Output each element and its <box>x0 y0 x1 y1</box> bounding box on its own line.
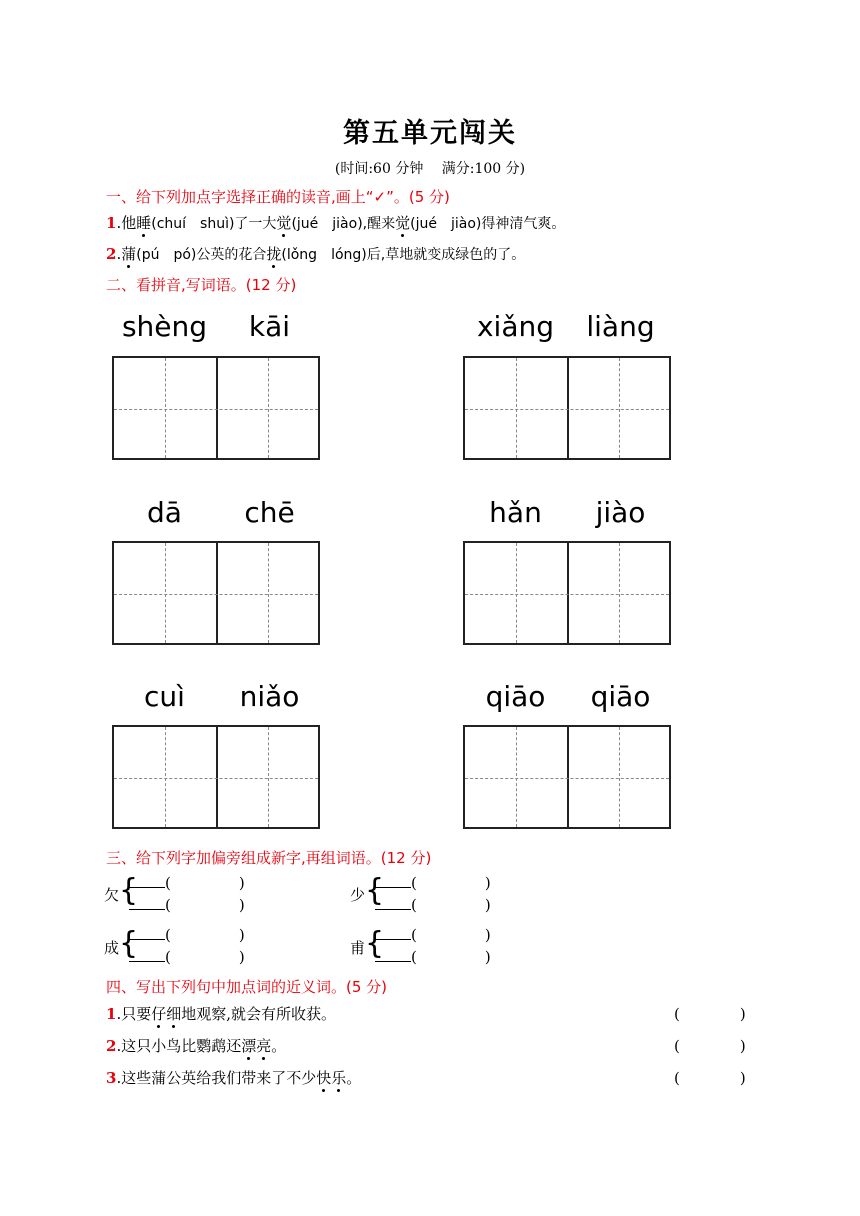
answer-paren[interactable]: ( ) <box>674 1069 746 1087</box>
writing-grid[interactable] <box>112 541 320 645</box>
pinyin: jiào <box>595 496 646 529</box>
dotted-word: 仔细 <box>151 1005 182 1023</box>
writing-grid[interactable] <box>463 356 671 460</box>
pinyin: dā <box>147 496 182 529</box>
pinyin: liàng <box>586 310 655 343</box>
base-char: 欠 <box>104 886 120 904</box>
base-char: 甫 <box>350 939 366 957</box>
page-subtitle: (时间:60 分钟 满分:100 分) <box>334 161 526 177</box>
section-4-heading: 四、写出下列句中加点词的近义词。(5 分) <box>106 978 388 996</box>
answer-line[interactable]: ( ) <box>129 926 245 944</box>
question-1-1: 1.他睡(chuí shuì)了一大觉(jué jiào),醒来觉(jué jiào)得神清气爽。 <box>106 214 566 232</box>
answer-line[interactable]: ( ) <box>375 926 491 944</box>
brace: { <box>365 873 385 908</box>
base-char: 少 <box>350 886 366 904</box>
brace: { <box>119 873 139 908</box>
writing-grid[interactable] <box>463 725 671 829</box>
page-title: 第五单元闯关 <box>343 118 517 149</box>
section-1-heading: 一、给下列加点字选择正确的读音,画上“✓”。(5 分) <box>106 188 450 206</box>
base-char: 成 <box>104 939 120 957</box>
writing-grid[interactable] <box>112 725 320 829</box>
question-4-2: 2.这只小鸟比鹦鹉还漂亮。 <box>106 1037 287 1055</box>
pinyin: qiāo <box>485 680 546 713</box>
answer-line[interactable]: ( ) <box>129 948 245 966</box>
question-4-3: 3.这些蒲公英给我们带来了不少快乐。 <box>106 1069 362 1087</box>
pinyin: kāi <box>248 310 291 343</box>
answer-paren[interactable]: ( ) <box>674 1037 746 1055</box>
pinyin: niǎo <box>239 680 300 713</box>
pinyin: shèng <box>121 310 208 343</box>
pinyin: cuì <box>144 680 185 713</box>
answer-line[interactable]: ( ) <box>375 896 491 914</box>
section-2-heading: 二、看拼音,写词语。(12 分) <box>106 276 297 294</box>
answer-paren[interactable]: ( ) <box>674 1005 746 1023</box>
pinyin: hǎn <box>489 496 542 529</box>
question-1-2: 2.蒲(pú pó)公英的花合拢(lǒng lóng)后,草地就变成绿色的了。 <box>106 245 526 263</box>
writing-grid[interactable] <box>112 356 320 460</box>
answer-line[interactable]: ( ) <box>129 896 245 914</box>
question-4-1: 1.只要仔细地观察,就会有所收获。 <box>106 1005 337 1023</box>
pinyin: xiǎng <box>476 310 555 343</box>
answer-line[interactable]: ( ) <box>129 874 245 892</box>
writing-grid[interactable] <box>463 541 671 645</box>
section-3-heading: 三、给下列字加偏旁组成新字,再组词语。(12 分) <box>106 849 432 867</box>
brace: { <box>119 926 139 961</box>
answer-line[interactable]: ( ) <box>375 874 491 892</box>
brace: { <box>365 926 385 961</box>
answer-line[interactable]: ( ) <box>375 948 491 966</box>
pinyin: qiāo <box>590 680 651 713</box>
pinyin: chē <box>244 496 295 529</box>
